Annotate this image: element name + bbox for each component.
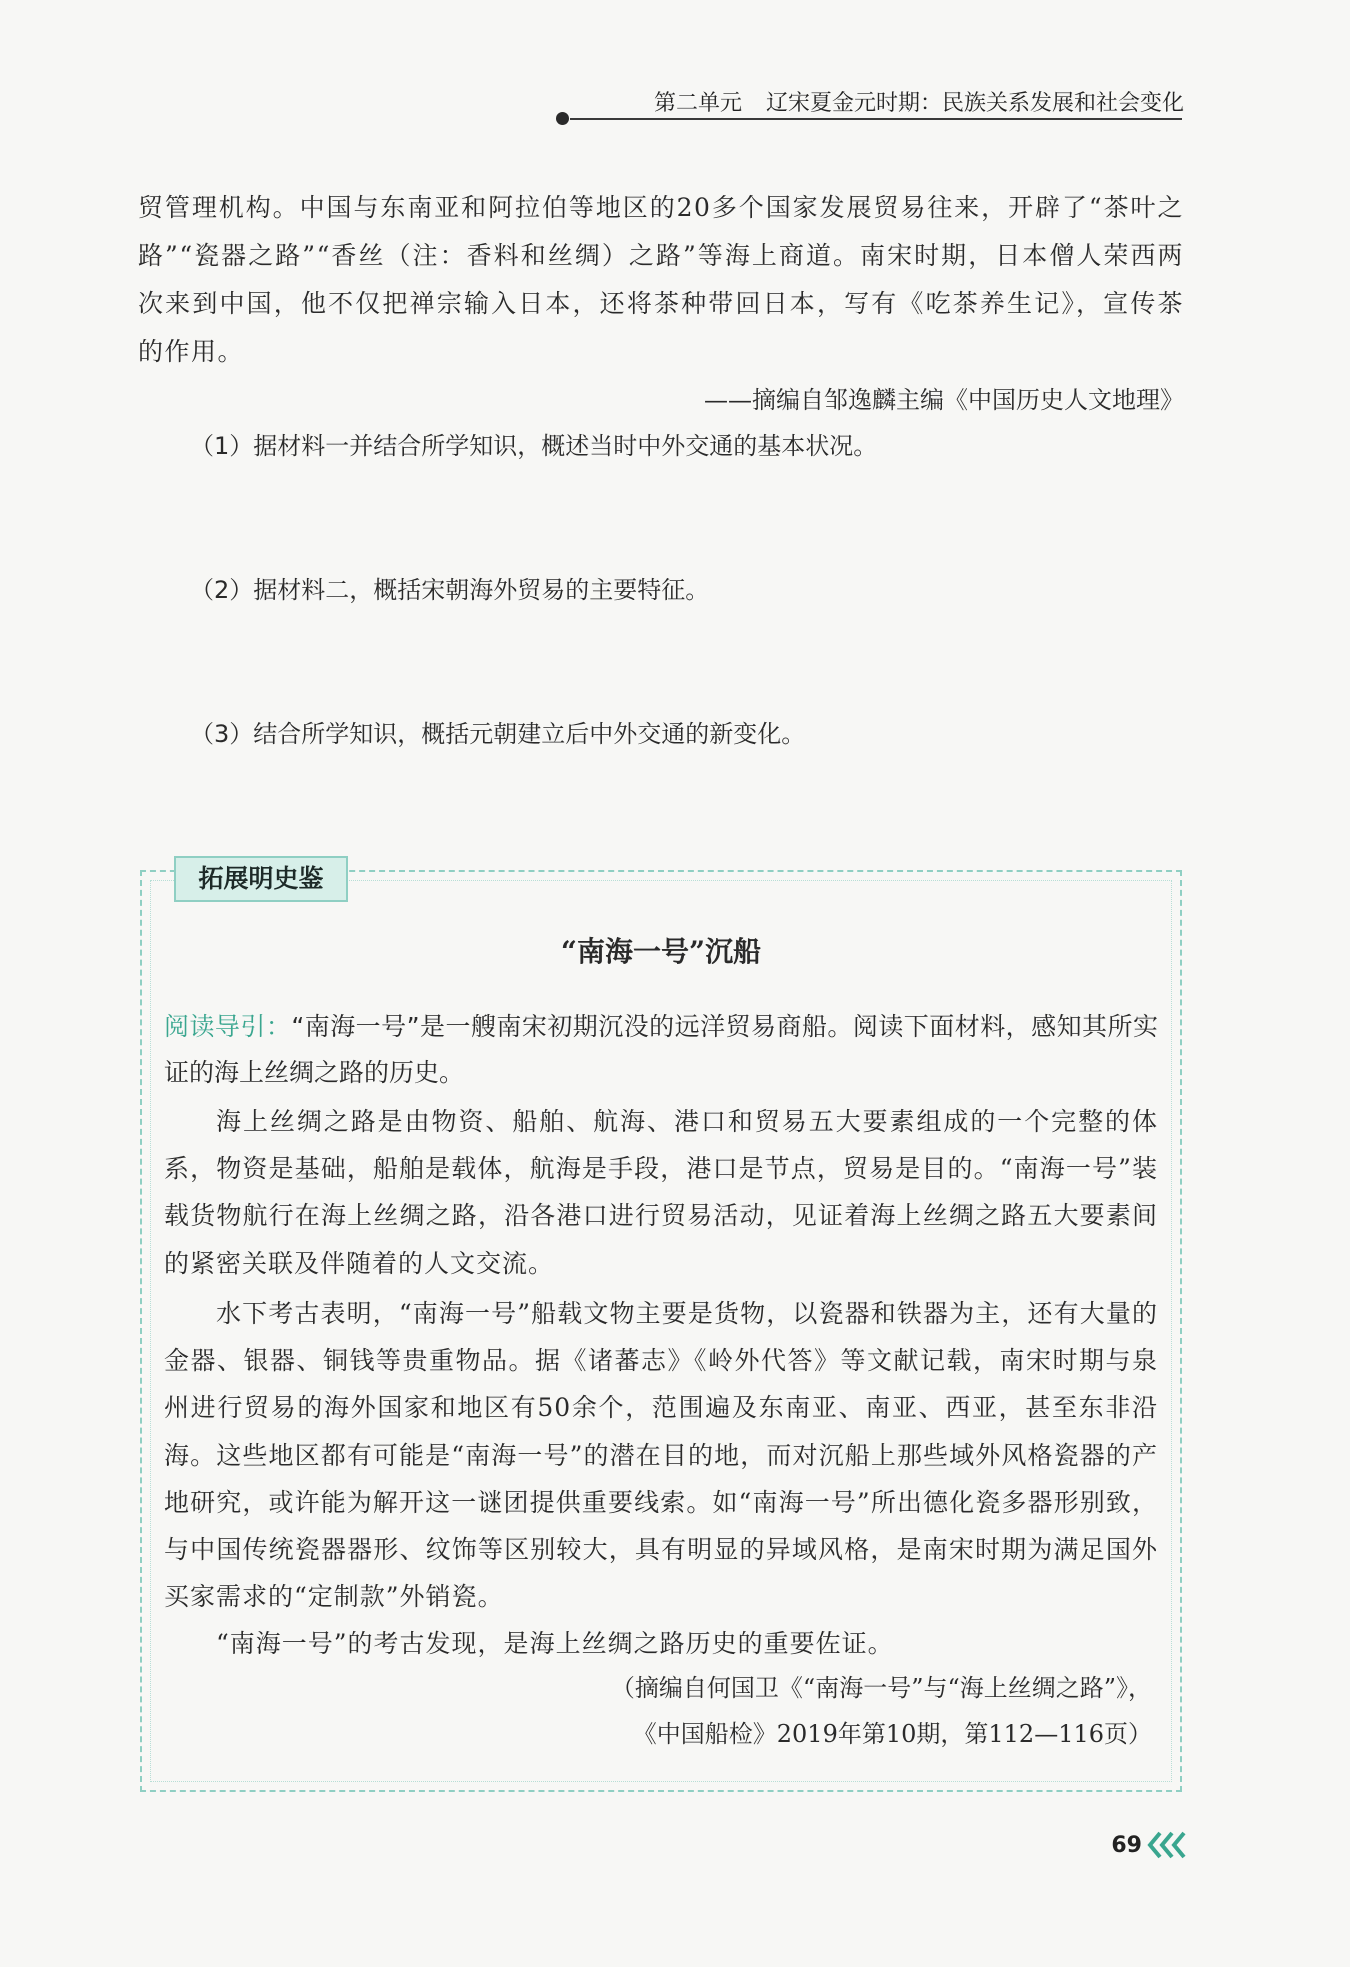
reading-guide-label: 阅读导引： bbox=[164, 1012, 292, 1041]
header-bullet bbox=[556, 112, 569, 125]
extension-paragraph-3: “南海一号”的考古发现，是海上丝绸之路历史的重要佐证。 bbox=[216, 1629, 894, 1658]
header-unit: 第二单元 bbox=[653, 91, 742, 116]
citation-line-2: 《中国船检》2019年第10期，第112—116页） bbox=[632, 1720, 1152, 1748]
page-number: 69 bbox=[1111, 1833, 1142, 1858]
extension-tag: 拓展明史鉴 bbox=[174, 856, 348, 902]
citation-line-1: （摘编自何国卫《“南海一号”与“海上丝绸之路”》， bbox=[610, 1674, 1152, 1702]
question-3: （3）结合所学知识，概括元朝建立后中外交通的新变化。 bbox=[190, 720, 806, 748]
running-header bbox=[612, 88, 1184, 120]
reading-guide bbox=[164, 1004, 1158, 1096]
header-title: 辽宋夏金元时期：民族关系发展和社会变化 bbox=[765, 91, 1184, 116]
reading-guide-text: “南海一号”是一艘南宋初期沉没的远洋贸易商船。阅读下面材料，感知其所实证的海上丝绸之路的历史。 bbox=[164, 1012, 1158, 1087]
question-1: （1）据材料一并结合所学知识，概述当时中外交通的基本状况。 bbox=[190, 432, 878, 460]
material-text: 贸管理机构。中国与东南亚和阿拉伯等地区的20多个国家发展贸易往来，开辟了“茶叶之路”“瓷器之路”“香丝（注：香料和丝绸）之路”等海上商道。南宋时期，日本僧人荣西两次来到中国，他不仅把禅宗输入日本，还将茶种带回日本，写有《吃茶养生记》，宣传茶的作用。 bbox=[138, 193, 1184, 366]
extension-paragraph-2: 水下考古表明，“南海一号”船载文物主要是货物，以瓷器和铁器为主，还有大量的金器、银器、铜钱等贵重物品。据《诸蕃志》《岭外代答》等文献记载，南宋时期与泉州进行贸易的海外国家和地区有50余个，范围遍及东南亚、南亚、西亚，甚至东非沿海。这些地区都有可能是“南海一号”的潜在目的地，而对沉船上那些域外风格瓷器的产地研究，或许能为解开这一谜团提供重要线索。如“南海一号”所出德化瓷多器形别致，与中国传统瓷器器形、纹饰等区别较大，具有明显的异域风格，是南宋时期为满足国外买家需求的“定制款”外销瓷。 bbox=[164, 1299, 1158, 1612]
chevrons-left-icon bbox=[1146, 1828, 1188, 1862]
question-2: （2）据材料二，概括宋朝海外贸易的主要特征。 bbox=[190, 576, 710, 604]
extension-title: “南海一号”沉船 bbox=[560, 935, 762, 968]
material-source: ——摘编自邹逸麟主编《中国历史人文地理》 bbox=[704, 386, 1184, 414]
extension-paragraph-1: 海上丝绸之路是由物资、船舶、航海、港口和贸易五大要素组成的一个完整的体系，物资是基础，船舶是载体，航海是手段，港口是节点，贸易是目的。“南海一号”装载货物航行在海上丝绸之路，沿各港口进行贸易活动，见证着海上丝绸之路五大要素间的紧密关联及伴随着的人文交流。 bbox=[164, 1107, 1158, 1278]
